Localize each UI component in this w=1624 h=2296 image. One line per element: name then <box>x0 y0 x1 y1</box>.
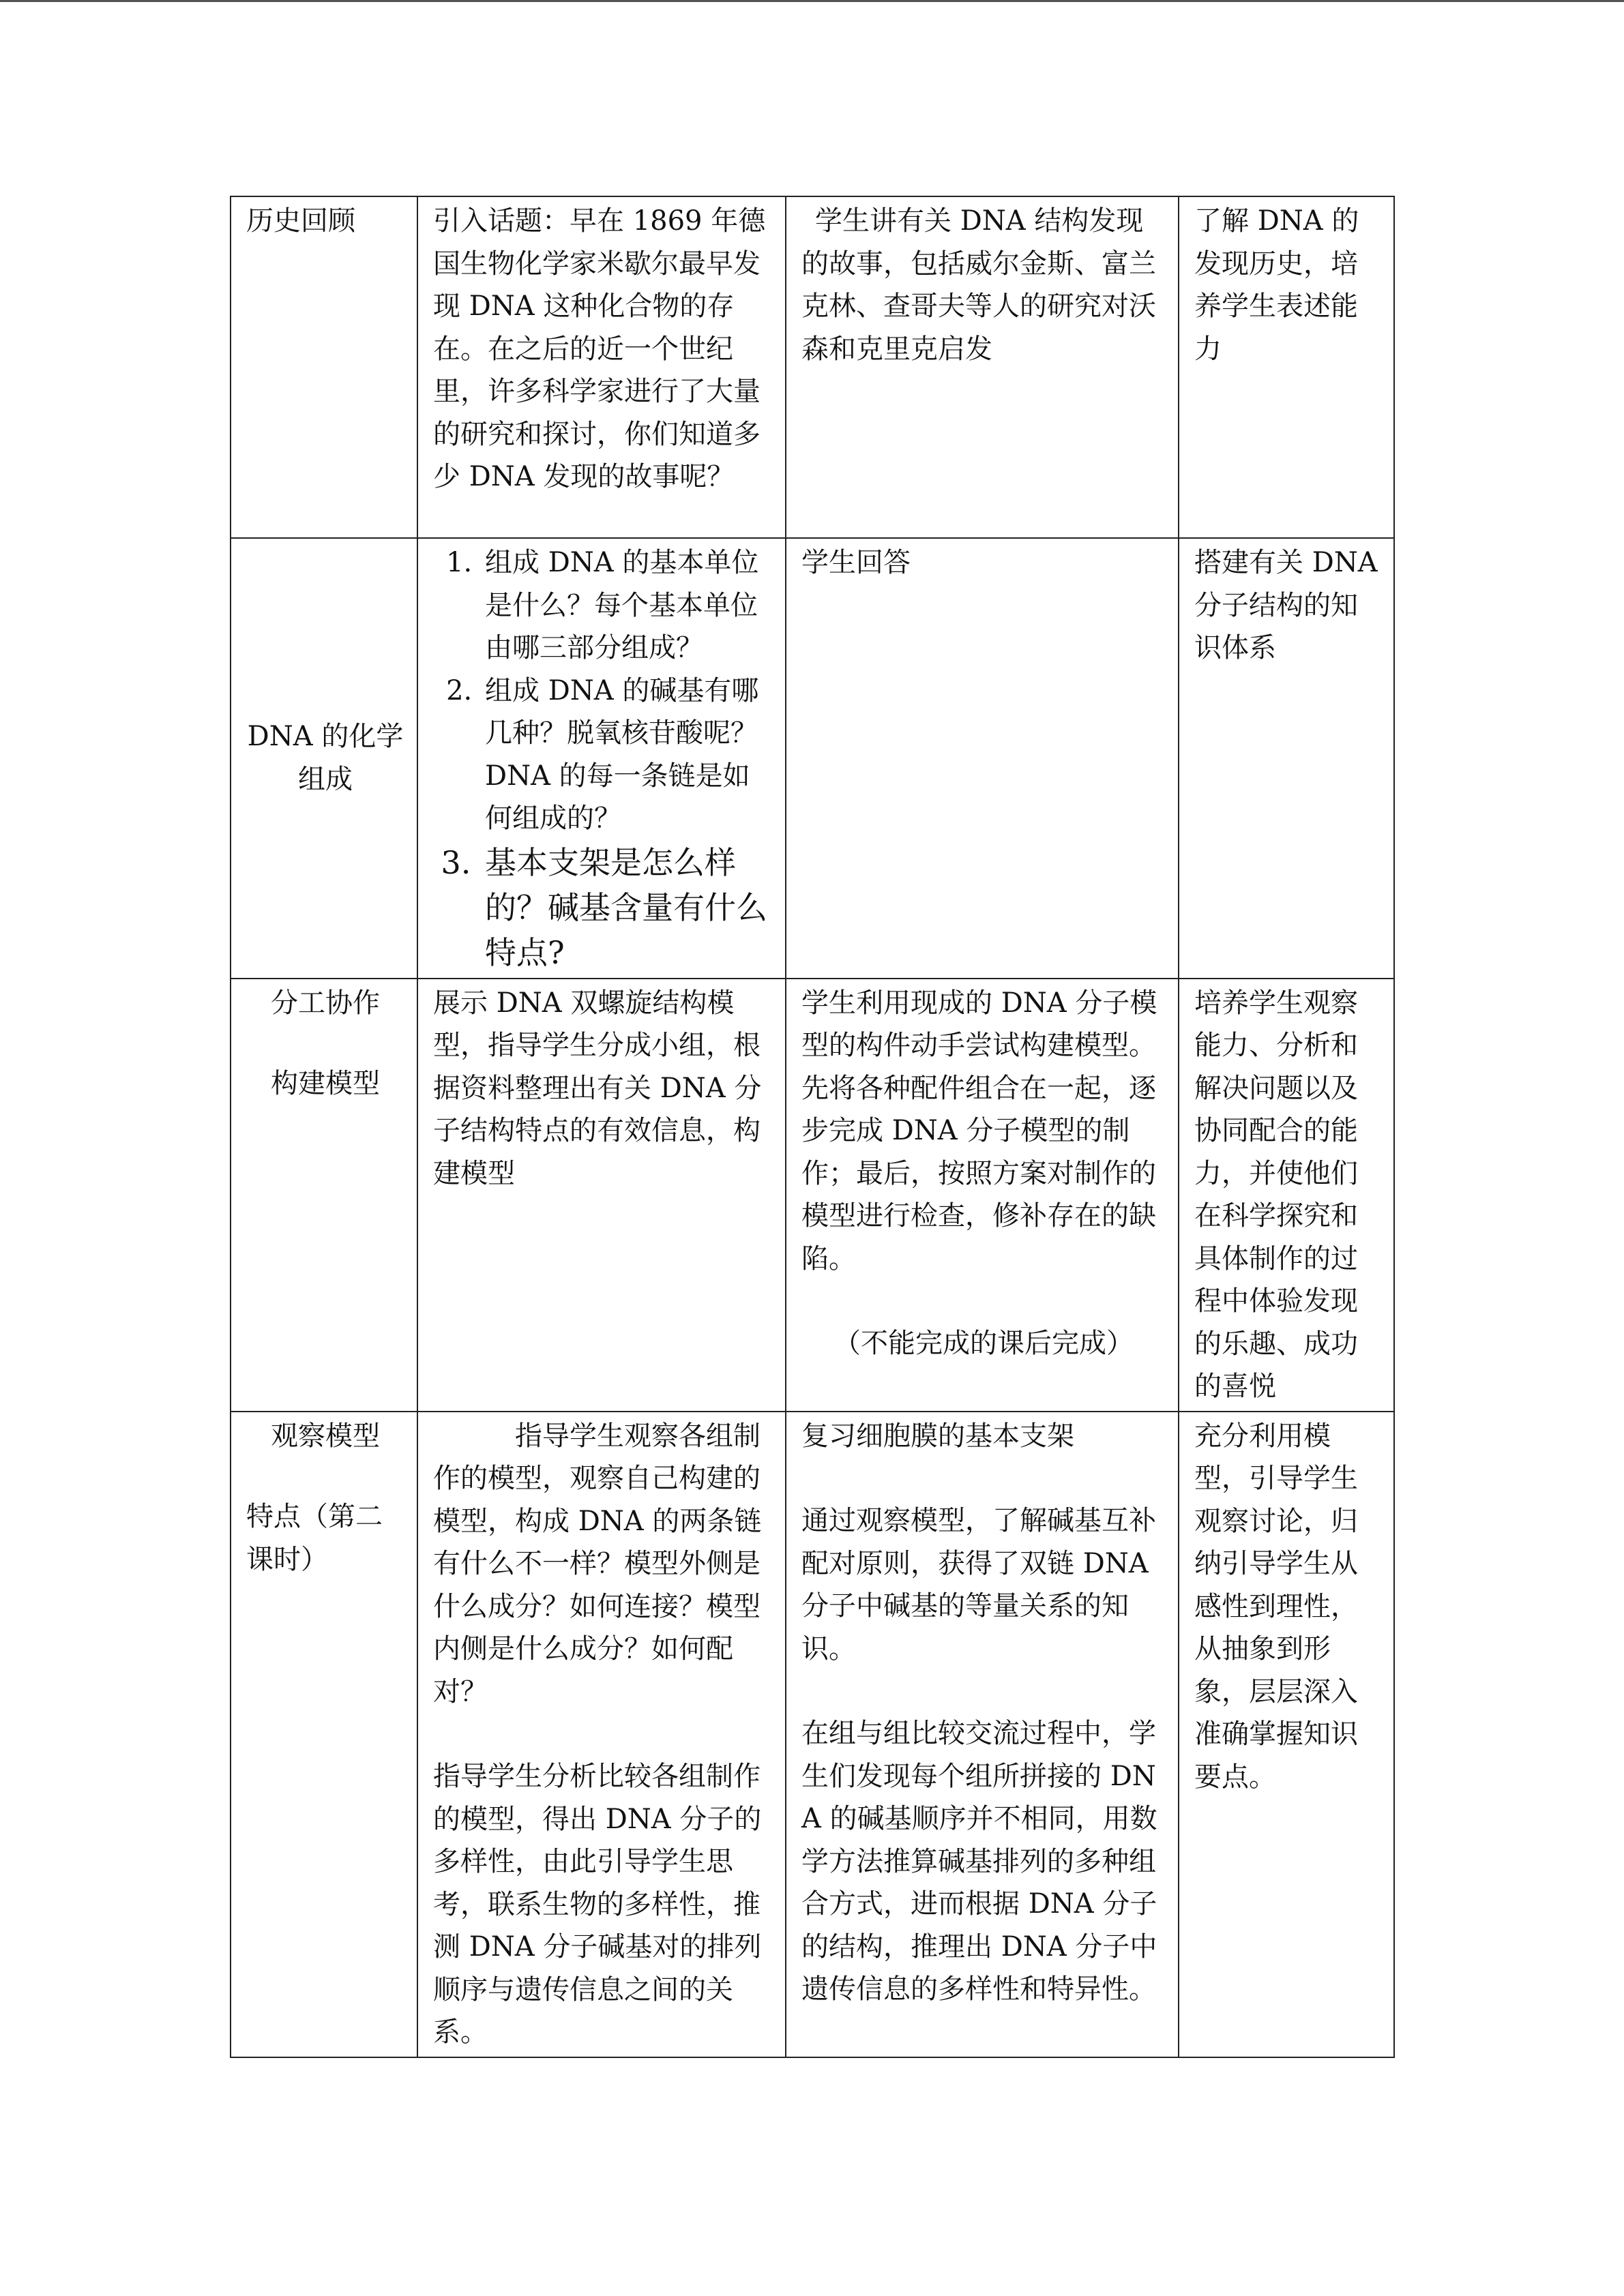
student-activity-cell <box>786 979 1179 1412</box>
spacer <box>801 1457 1166 1500</box>
student-activity-text: 学生讲有关 DNA 结构发现的故事，包括威尔金斯、富兰克林、查哥夫等人的研究对沃森和克里克启发 <box>801 205 1156 365</box>
spacer <box>801 1670 1166 1712</box>
table-row <box>231 979 1394 1412</box>
student-activity-note: （不能完成的课后完成） <box>833 1328 1134 1359</box>
question-item: 2. 组成 DNA 的碱基有哪几种？脱氧核苷酸呢？DNA 的每一条链是如何组成的？ <box>481 670 773 840</box>
lesson-plan-table <box>230 196 1395 2058</box>
purpose-cell: 了解 DNA 的发现历史，培养学生表述能力 <box>1179 196 1394 538</box>
phase-line: 特点（第二课时） <box>246 1501 383 1575</box>
table-row <box>231 538 1394 979</box>
student-activity-cell: 学生回答 <box>786 538 1179 979</box>
teacher-activity-cell <box>417 538 786 979</box>
phase-line: 分工协作 <box>271 987 380 1019</box>
phase-cell: 历史回顾 <box>231 196 417 538</box>
teacher-activity-cell: 引入话题：早在 1869 年德国生物化学家米歇尔最早发现 DNA 这种化合物的存在。在之后的近一个世纪里，许多科学家进行了大量的研究和探讨，你们知道多少 DNA 发现的故事呢？ <box>417 196 786 538</box>
teacher-activity-cell: 展示 DNA 双螺旋结构模型，指导学生分成小组，根据资料整理出有关 DNA 分子结构特点的有效信息，构建模型 <box>417 979 786 1412</box>
question-item: 1. 组成 DNA 的基本单位是什么？每个基本单位由哪三部分组成？ <box>481 541 773 670</box>
student-paragraph: 通过观察模型，了解碱基互补配对原则，获得了双链 DNA 分子中碱基的等量关系的知识。 <box>801 1505 1156 1665</box>
spacer <box>801 1280 1166 1322</box>
phase-cell <box>231 979 417 1412</box>
question-list <box>433 541 773 975</box>
purpose-cell: 搭建有关 DNA 分子结构的知识体系 <box>1179 538 1394 979</box>
phase-line: 观察模型 <box>271 1420 380 1452</box>
student-activity-cell <box>786 196 1179 538</box>
spacer <box>433 1713 773 1755</box>
phase-cell: DNA 的化学组成 <box>231 538 417 979</box>
table-row <box>231 196 1394 538</box>
table-row <box>231 1412 1394 2057</box>
student-activity-cell <box>786 1412 1179 2057</box>
phase-line: 构建模型 <box>271 1068 380 1099</box>
phase-cell <box>231 1412 417 2057</box>
page-top-border <box>0 0 1624 2</box>
question-item: 3. 基本支架是怎么样的？碱基含量有什么特点? <box>481 840 773 975</box>
student-paragraph: 复习细胞膜的基本支架 <box>801 1420 1074 1452</box>
student-activity-text: 学生利用现成的 DNA 分子模型的构件动手尝试构建模型。先将各种配件组合在一起，逐步完成 DNA 分子模型的制作；最后，按照方案对制作的模型进行检查，修补存在的缺陷。 <box>801 987 1157 1274</box>
purpose-cell: 培养学生观察能力、分析和解决问题以及协同配合的能力，并使他们在科学探究和具体制作的过程中体验发现的乐趣、成功的喜悦 <box>1179 979 1394 1412</box>
teacher-paragraph: 指导学生分析比较各组制作的模型，得出 DNA 分子的多样性，由此引导学生思考，联系生物的多样性，推测 DNA 分子碱基对的排列顺序与遗传信息之间的关系。 <box>433 1761 762 2048</box>
purpose-cell: 充分利用模型，引导学生观察讨论，归纳引导学生从感性到理性，从抽象到形象，层层深入准确掌握知识要点。 <box>1179 1412 1394 2057</box>
teacher-paragraph: 指导学生观察各组制作的模型，观察自己构建的模型，构成 DNA 的两条链有什么不一样？模型外侧是什么成分？如何连接？模型内侧是什么成分？如何配对？ <box>433 1420 762 1708</box>
student-paragraph: 在组与组比较交流过程中，学生们发现每个组所拼接的 DNA 的碱基顺序并不相同，用数学方法推算碱基排列的多种组合方式，进而根据 DNA 分子的结构，推理出 DNA 分子中遗传信息的多样性和特异性。 <box>801 1718 1157 2005</box>
teacher-activity-cell <box>417 1412 786 2057</box>
